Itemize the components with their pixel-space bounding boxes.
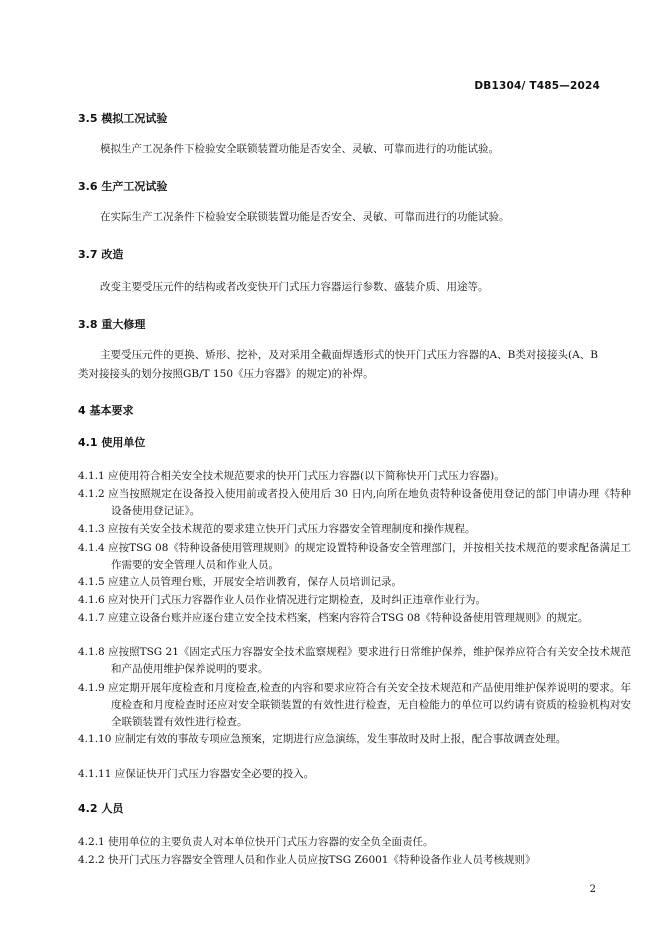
clause-4-1-3: 4.1.3 应按有关安全技术规范的要求建立快开门式压力容器安全管理制度和操作规程。	[78, 523, 476, 535]
standard-code: DB1304/ T485—2024	[474, 80, 600, 92]
section-3-7-text: 改变主要受压元件的结构或者改变快开门式压力容器运行参数、盛装介质、用途等。	[100, 281, 489, 293]
section-3-8-title: 3.8 重大修理	[78, 318, 146, 331]
clause-4-1-8: 4.1.8 应按照TSG 21《固定式压力容器安全技术监察规程》要求进行日常维护保养，维护保养应符合有关安全技术规范和产品使用维护保养说明的要求。	[78, 646, 631, 675]
clause-4-2-1: 4.2.1 使用单位的主要负责人对本单位快开门式压力容器的安全负全面责任。	[78, 836, 434, 848]
section-4-1-title: 4.1 使用单位	[78, 436, 146, 449]
clause-4-1-10: 4.1.10 应制定有效的事故专项应急预案，定期进行应急演练，发生事故时及时上报，配合事故调查处理。	[78, 733, 567, 745]
section-3-8-text: 主要受压元件的更换、矫形、挖补，及对采用全截面焊透形式的快开门式压力容器的A、B类对接接头(A、B类对接接头的划分按照GB/T 150《压力容器》的规定)的补焊。	[78, 349, 598, 380]
section-4-title: 4 基本要求	[78, 404, 134, 417]
section-3-7-title: 3.7 改造	[78, 248, 124, 261]
section-3-5-title: 3.5 模拟工况试验	[78, 112, 168, 125]
clause-4-1-9: 4.1.9 应定期开展年度检查和月度检查,检查的内容和要求应符合有关安全技术规范和产品使用维护保养说明的要求。年度检查和月度检查时还应对安全联锁装置的有效性进行检查，无自检能力的单位可以约请有资质的检验机构对安全联锁装置有效性进行检查。	[78, 682, 631, 728]
page-number: 2	[589, 884, 596, 895]
section-4-2-title: 4.2 人员	[78, 802, 124, 815]
clause-4-1-4: 4.1.4 应按TSG 08《特种设备使用管理规则》的规定设置特种设备安全管理部门，并按相关技术规范的要求配备满足工作需要的安全管理人员和作业人员。	[78, 542, 631, 571]
clause-4-1-1: 4.1.1 应使用符合相关安全技术规范要求的快开门式压力容器(以下简称快开门式压力容器)。	[78, 470, 505, 482]
clause-4-1-7: 4.1.7 应建立设备台账并应逐台建立安全技术档案，档案内容符合TSG 08《特种设备使用管理规则》的规定。	[78, 612, 589, 624]
clause-4-1-6: 4.1.6 应对快开门式压力容器作业人员作业情况进行定期检查，及时纠正违章作业行为。	[78, 594, 487, 606]
clause-4-2-2: 4.2.2 快开门式压力容器安全管理人员和作业人员应按TSG Z6001《特种设备作业人员考核规则》	[78, 854, 536, 866]
section-3-6-title: 3.6 生产工况试验	[78, 180, 168, 193]
section-3-6-text: 在实际生产工况条件下检验安全联锁装置功能是否安全、灵敏、可靠而进行的功能试验。	[100, 211, 510, 223]
section-3-5-text: 模拟生产工况条件下检验安全联锁装置功能是否安全、灵敏、可靠而进行的功能试验。	[100, 143, 499, 155]
clause-4-1-11: 4.1.11 应保证快开门式压力容器安全必要的投入。	[78, 768, 315, 780]
clause-4-1-5: 4.1.5 应建立人员管理台账，开展安全培训教育，保存人员培训记录。	[78, 576, 403, 588]
clause-4-1-2: 4.1.2 应当按照规定在设备投入使用前或者投入使用后 30 日内,向所在地负责特种设备使用登记的部门申请办理《特种设备使用登记证》。	[78, 488, 631, 517]
